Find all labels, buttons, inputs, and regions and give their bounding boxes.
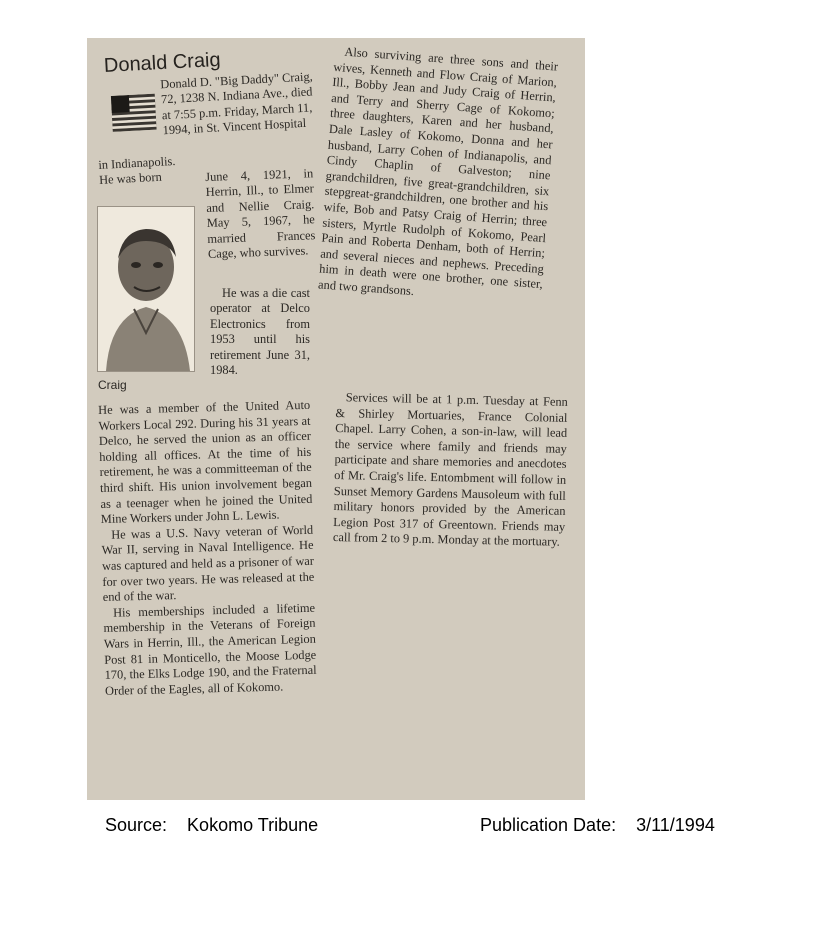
survivors-column bbox=[318, 44, 559, 309]
union-paragraph: He was a member of the United Auto Workers Local 292. During his 31 years at Delco, he served the union as an officer holding all offices. At the time of his retirement, he was a committeeman of the third shift. His union involvement began as a teenager when he joined the United Mine Workers under John L. Lewis. bbox=[98, 397, 313, 527]
birth-paragraph: June 4, 1921, in Herrin, Ill., to Elmer and Nellie Craig. May 5, 1967, he married Frances Cage, who survives. bbox=[205, 166, 316, 261]
obituary-lead bbox=[110, 69, 321, 141]
source-label: Source: bbox=[105, 815, 168, 835]
portrait-photo bbox=[97, 206, 195, 372]
american-flag-icon bbox=[111, 94, 157, 132]
lead-born-text: He was born bbox=[98, 170, 163, 188]
employment-paragraph bbox=[210, 286, 310, 378]
publication-date-label: Publication Date: bbox=[480, 815, 617, 835]
publication-date-line bbox=[480, 815, 715, 836]
lead-city-text: in Indianapolis. bbox=[98, 153, 176, 172]
publication-date-value: 3/11/1994 bbox=[636, 815, 715, 835]
services-column bbox=[333, 390, 568, 551]
memberships-paragraph: His memberships included a lifetime membership in the Veterans of Foreign Wars in Herrin, Ill., the American Legion Post 81 in Monticello, the Moose Lodge 170, the Elks Lodge 190, and the Fraternal Order of the Eagles, all of Kokomo. bbox=[103, 600, 317, 698]
source-value: Kokomo Tribune bbox=[187, 815, 319, 835]
services-paragraph: Services will be at 1 p.m. Tuesday at Fenn & Shirley Mortuaries, France Colonial Chapel. Larry Cohen, a son-in-law, will lead the service where family and friends may participate and share memories and anecdotes of Mr. Craig's life. Entombment will follow in Sunset Memory Gardens Mausoleum with full military honors provided by the American Legion Post 317 of Greentown. Friends may call from 2 to 9 p.m. Monday at the mortuary. bbox=[332, 390, 568, 550]
portrait-image bbox=[98, 207, 194, 371]
lead-text: Donald D. "Big Daddy" Craig, 72, 1238 N. Indiana Ave., died at 7:55 p.m. Friday, March 11, 1994, in St. Vincent Hospital bbox=[159, 69, 314, 138]
navy-paragraph: He was a U.S. Navy veteran of World War II, serving in Naval Intelligence. He was captured and held as a prisoner of war for over two years. He was released at the end of the war. bbox=[101, 522, 315, 605]
survivors-paragraph: Also surviving are three sons and their wives, Kenneth and Flow Craig of Marion, Ill., Bobby Jean and Judy Craig of Herrin, and Terry and Sherry Cage of Kokomo; three daughters, Karen and her husband, Dale Lasley of Kokomo, Donna and her husband, Larry Cohen of Indianapolis, and Cindy Chaplin of Galveston; nine grandchildren, five great-grandchildren, six stepgreat-grandchildren, one brother and his wife, Bob and Patsy Craig of Herrin; three sisters, Myrtle Rudolph of Kokomo, Pearl Pain and Roberta Denham, both of Herrin; and several nieces and nephews. Preceding him in death were one brother, one sister, and two grandsons. bbox=[317, 44, 559, 299]
photo-caption: Craig bbox=[98, 378, 127, 392]
obituary-headline: Donald Craig bbox=[103, 48, 222, 77]
source-line bbox=[105, 815, 318, 836]
left-column-body bbox=[98, 398, 317, 699]
employment-text: He was a die cast operator at Delco Electronics from 1953 until his retirement June 31, 1984. bbox=[210, 286, 310, 378]
